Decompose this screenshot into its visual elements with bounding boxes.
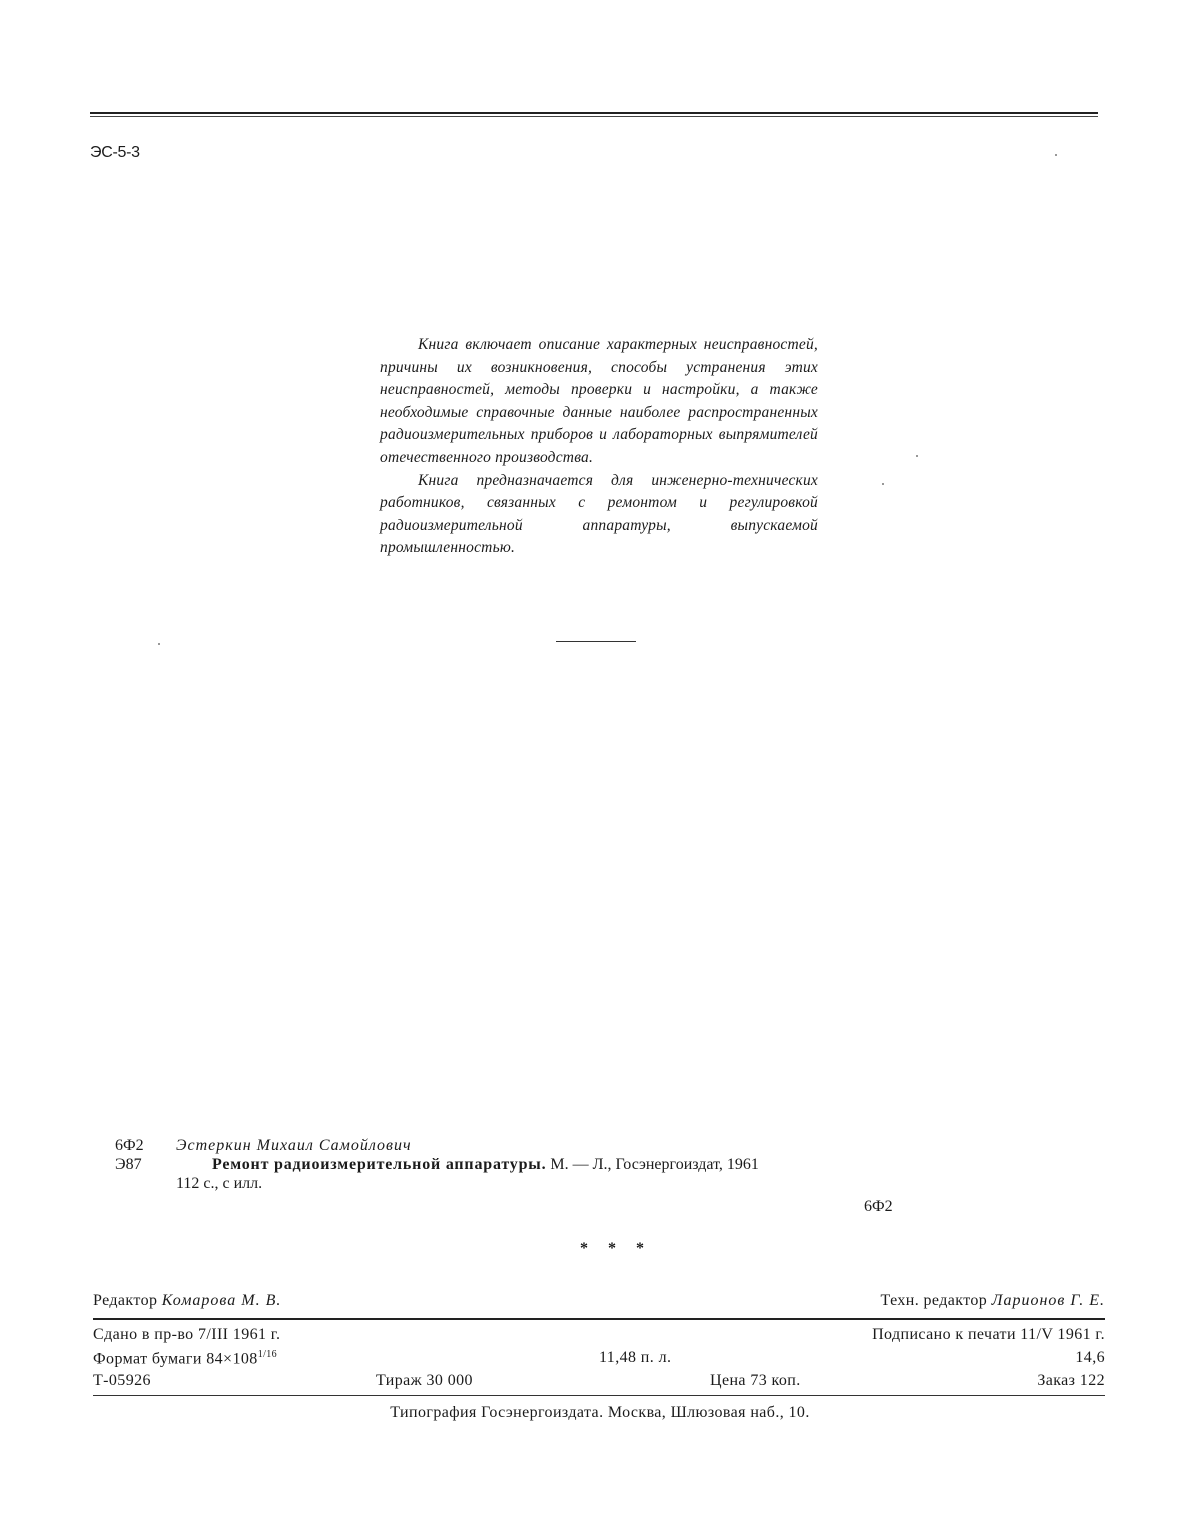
- tech-editor-label: Техн. редактор: [880, 1292, 988, 1309]
- publisher-sheets: 14,6: [1075, 1349, 1105, 1366]
- print-speck: [1055, 154, 1057, 156]
- price: Цена 73 коп.: [710, 1372, 801, 1389]
- annotation-paragraph-1: Книга включает описание характерных неисправностей, причины их возникновения, способы устранения этих неисправностей, методы проверки и настройки, а также необходимые справочные данные наиболее распространенных радиоизмерительных приборов и лабораторных выпрямителей отечественного производства.: [380, 336, 818, 466]
- class-index: 6Ф2: [115, 1137, 144, 1154]
- order-number: Заказ 122: [1037, 1372, 1105, 1389]
- submitted-date: Сдано в пр-во 7/III 1961 г.: [93, 1326, 281, 1343]
- separator-stars: * * *: [580, 1240, 652, 1257]
- editor-label: Редактор: [93, 1292, 158, 1309]
- book-title: Ремонт радиоизмерительной аппаратуры.: [212, 1156, 547, 1173]
- author-name: Эстеркин Михаил Самойлович: [176, 1137, 412, 1154]
- paper-format: Формат бумаги 84×108: [93, 1350, 258, 1368]
- author-mark: Э87: [115, 1156, 142, 1173]
- annotation: [380, 334, 818, 560]
- print-speck: [916, 455, 918, 457]
- page-count: 112 с., с илл.: [176, 1175, 263, 1192]
- code-mark: ЭС-5-3: [90, 144, 140, 161]
- imprint-rule-top: [93, 1318, 1105, 1320]
- publisher-info: М. — Л., Госэнергоиздат, 1961: [550, 1156, 759, 1173]
- print-run: Тираж 30 000: [376, 1372, 473, 1389]
- imprint-rule-bottom: [93, 1395, 1105, 1396]
- divider-rule: [556, 641, 636, 642]
- paper-format-fraction: 1/16: [257, 1349, 278, 1360]
- catalog-number: Т-05926: [93, 1372, 151, 1389]
- bibliographic-entry: [115, 1136, 915, 1193]
- annotation-paragraph-2: Книга предназначается для инженерно-технических работников, связанных с ремонтом и регулировкой радиоизмерительной аппаратуры, выпускаемой промышленностью.: [380, 471, 818, 557]
- signed-date: Подписано к печати 11/V 1961 г.: [872, 1326, 1105, 1343]
- class-index-right: 6Ф2: [864, 1198, 893, 1215]
- printer-info: Типография Госэнергоиздата. Москва, Шлюзовая наб., 10.: [390, 1404, 810, 1421]
- top-rule: [90, 112, 1098, 117]
- tech-editor-name: Ларионов Г. Е.: [991, 1292, 1105, 1309]
- print-speck: [882, 483, 884, 485]
- printed-sheets: 11,48 п. л.: [599, 1349, 672, 1366]
- editor-name: Комарова М. В.: [161, 1292, 282, 1309]
- print-speck: [158, 643, 160, 645]
